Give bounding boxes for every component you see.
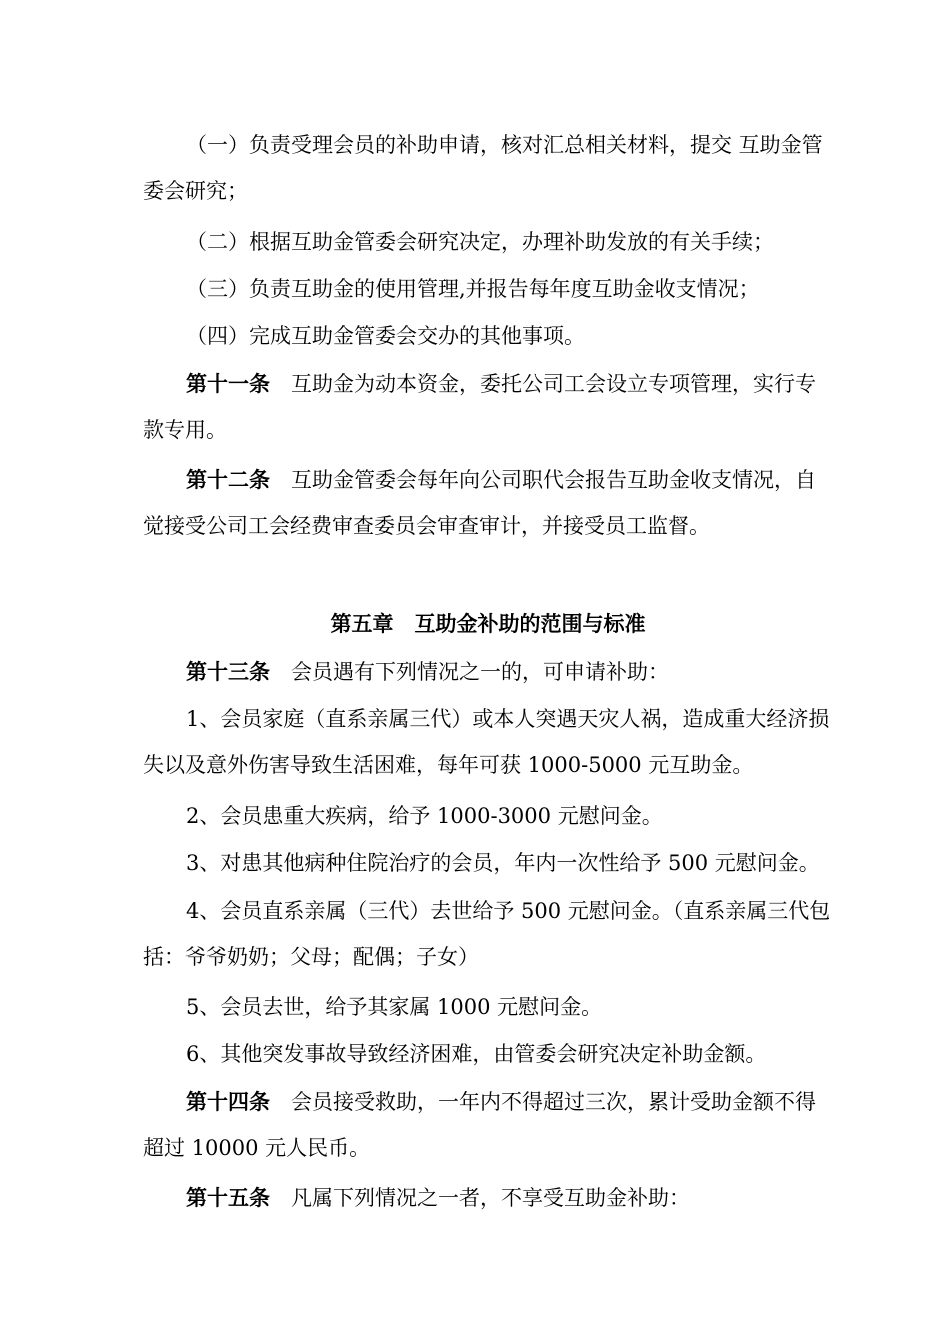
article-15-title: 第十五条: [186, 1185, 270, 1210]
article-12-text: 互助金管委会每年向公司职代会报告互助金收支情况，自觉接受公司工会经费审查委员会审查审计，并接受员工监督。: [143, 468, 816, 538]
article-12: [143, 457, 833, 549]
article-11-title: 第十一条: [186, 371, 270, 396]
list-item-5: 5、会员去世，给予其家属 1000 元慰问金。: [186, 995, 603, 1019]
list-item-1: 1、会员家庭（直系亲属三代）或本人突遇天灾人祸，造成重大经济损失以及意外伤害导致生活困难，每年可获 1000-5000 元互助金。: [143, 707, 830, 777]
article-13: [143, 649, 833, 695]
list-item-2: 2、会员患重大疾病，给予 1000-3000 元慰问金。: [186, 804, 663, 828]
article-14: [143, 1079, 833, 1171]
article-14-text: 会员接受救助，一年内不得超过三次，累计受助金额不得超过 10000 元人民币。: [143, 1090, 816, 1160]
article-13-title: 第十三条: [186, 659, 270, 684]
paragraph-duty-2: （二）根据互助金管委会研究决定，办理补助发放的有关手续；: [186, 230, 774, 254]
article-11-text: 互助金为动本资金，委托公司工会设立专项管理，实行专款专用。: [143, 372, 816, 442]
list-item-3: 3、对患其他病种住院治疗的会员，年内一次性给予 500 元慰问金。: [186, 851, 820, 875]
chapter-heading: 第五章 互助金补助的范围与标准: [330, 611, 646, 636]
paragraph-duty-1: （一）负责受理会员的补助申请，核对汇总相关材料，提交 互助金管委会研究；: [143, 133, 823, 203]
paragraph-duty-3: （三）负责互助金的使用管理,并报告每年度互助金收支情况；: [186, 277, 760, 301]
article-15-text: 凡属下列情况之一者，不享受互助金补助：: [270, 1186, 690, 1210]
article-13-text: 会员遇有下列情况之一的，可申请补助：: [270, 660, 669, 684]
paragraph-duty-4: （四）完成互助金管委会交办的其他事项。: [186, 324, 585, 348]
article-12-title: 第十二条: [186, 467, 270, 492]
article-15: [143, 1175, 833, 1221]
article-14-title: 第十四条: [186, 1089, 270, 1114]
list-item-6: 6、其他突发事故导致经济困难，由管委会研究决定补助金额。: [186, 1042, 767, 1066]
article-11: [143, 361, 833, 453]
list-item-4: 4、会员直系亲属（三代）去世给予 500 元慰问金。（直系亲属三代包括：爷爷奶奶；父母；配偶；子女）: [143, 899, 831, 969]
